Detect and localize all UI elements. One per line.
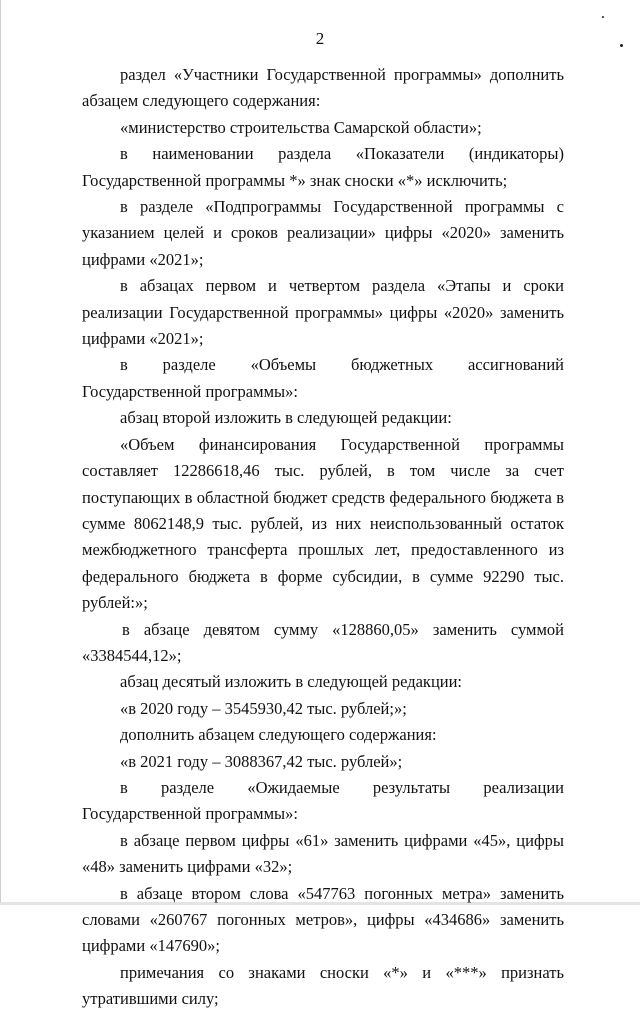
paragraph: «министерство строительства Самарской области»; <box>120 117 482 137</box>
paragraph: в абзаце втором слова «547763 погонных метра» заменить словами «260767 погонных метров», цифры «434686» заменить цифрами «147690»; <box>82 883 564 956</box>
paragraph: примечания со знаками сноски «*» и «***» признать утратившими силу; <box>82 962 564 1009</box>
paragraph: «в 2021 году – 3088367,42 тыс. рублей»; <box>120 751 403 771</box>
paragraph: в абзаце девятом сумму «128860,05» заменить суммой «3384544,12»; <box>82 619 564 665</box>
scan-speck <box>602 16 604 18</box>
scan-left-edge <box>0 0 1 905</box>
paragraph: абзац десятый изложить в следующей редакции: <box>120 672 463 692</box>
paragraph: в разделе «Объемы бюджетных ассигнований Государственной программы»: <box>82 355 564 401</box>
paragraph: в разделе «Подпрограммы Государственной программы с указанием целей и сроков реализации» цифры «2020» заменить цифрами «2021»; <box>82 197 564 269</box>
paragraph: «в 2020 году – 3545930,42 тыс. рублей;»; <box>120 698 407 718</box>
paragraph: раздел «Участники Государственной программы» дополнить абзацем следующего содержания: <box>82 65 564 111</box>
paragraph: в разделе «Ожидаемые результаты реализации Государственной программы»: <box>82 777 564 824</box>
paragraph: в наименовании раздела «Показатели (индикаторы) Государственной программы *» знак сноски «*» исключить; <box>82 144 564 190</box>
paragraph: «Объем финансирования Государственной программы составляет 12286618,46 тыс. рублей, в том числе за счет поступающих в областной бюджет средств федерального бюджета в сумме 8062148,9 тыс. рублей, из них неиспользованный остаток межбюджетного трансферта прошлых лет, предоставленного из федерального бюджета в форме субсидии, в сумме 92290 тыс. рублей:»; <box>82 434 564 613</box>
paragraph: дополнить абзацем следующего содержания: <box>120 725 437 745</box>
paragraph: абзац второй изложить в следующей редакции: <box>120 408 452 428</box>
paragraph: в абзаце первом цифры «61» заменить цифрами «45», цифры «48» заменить цифрами «32»; <box>82 830 564 877</box>
paragraph: в абзацах первом и четвертом раздела «Этапы и сроки реализации Государственной программы» цифры «2020» заменить цифрами «2021»; <box>82 276 564 349</box>
page-number: 2 <box>315 29 325 48</box>
document-body <box>82 62 564 1013</box>
